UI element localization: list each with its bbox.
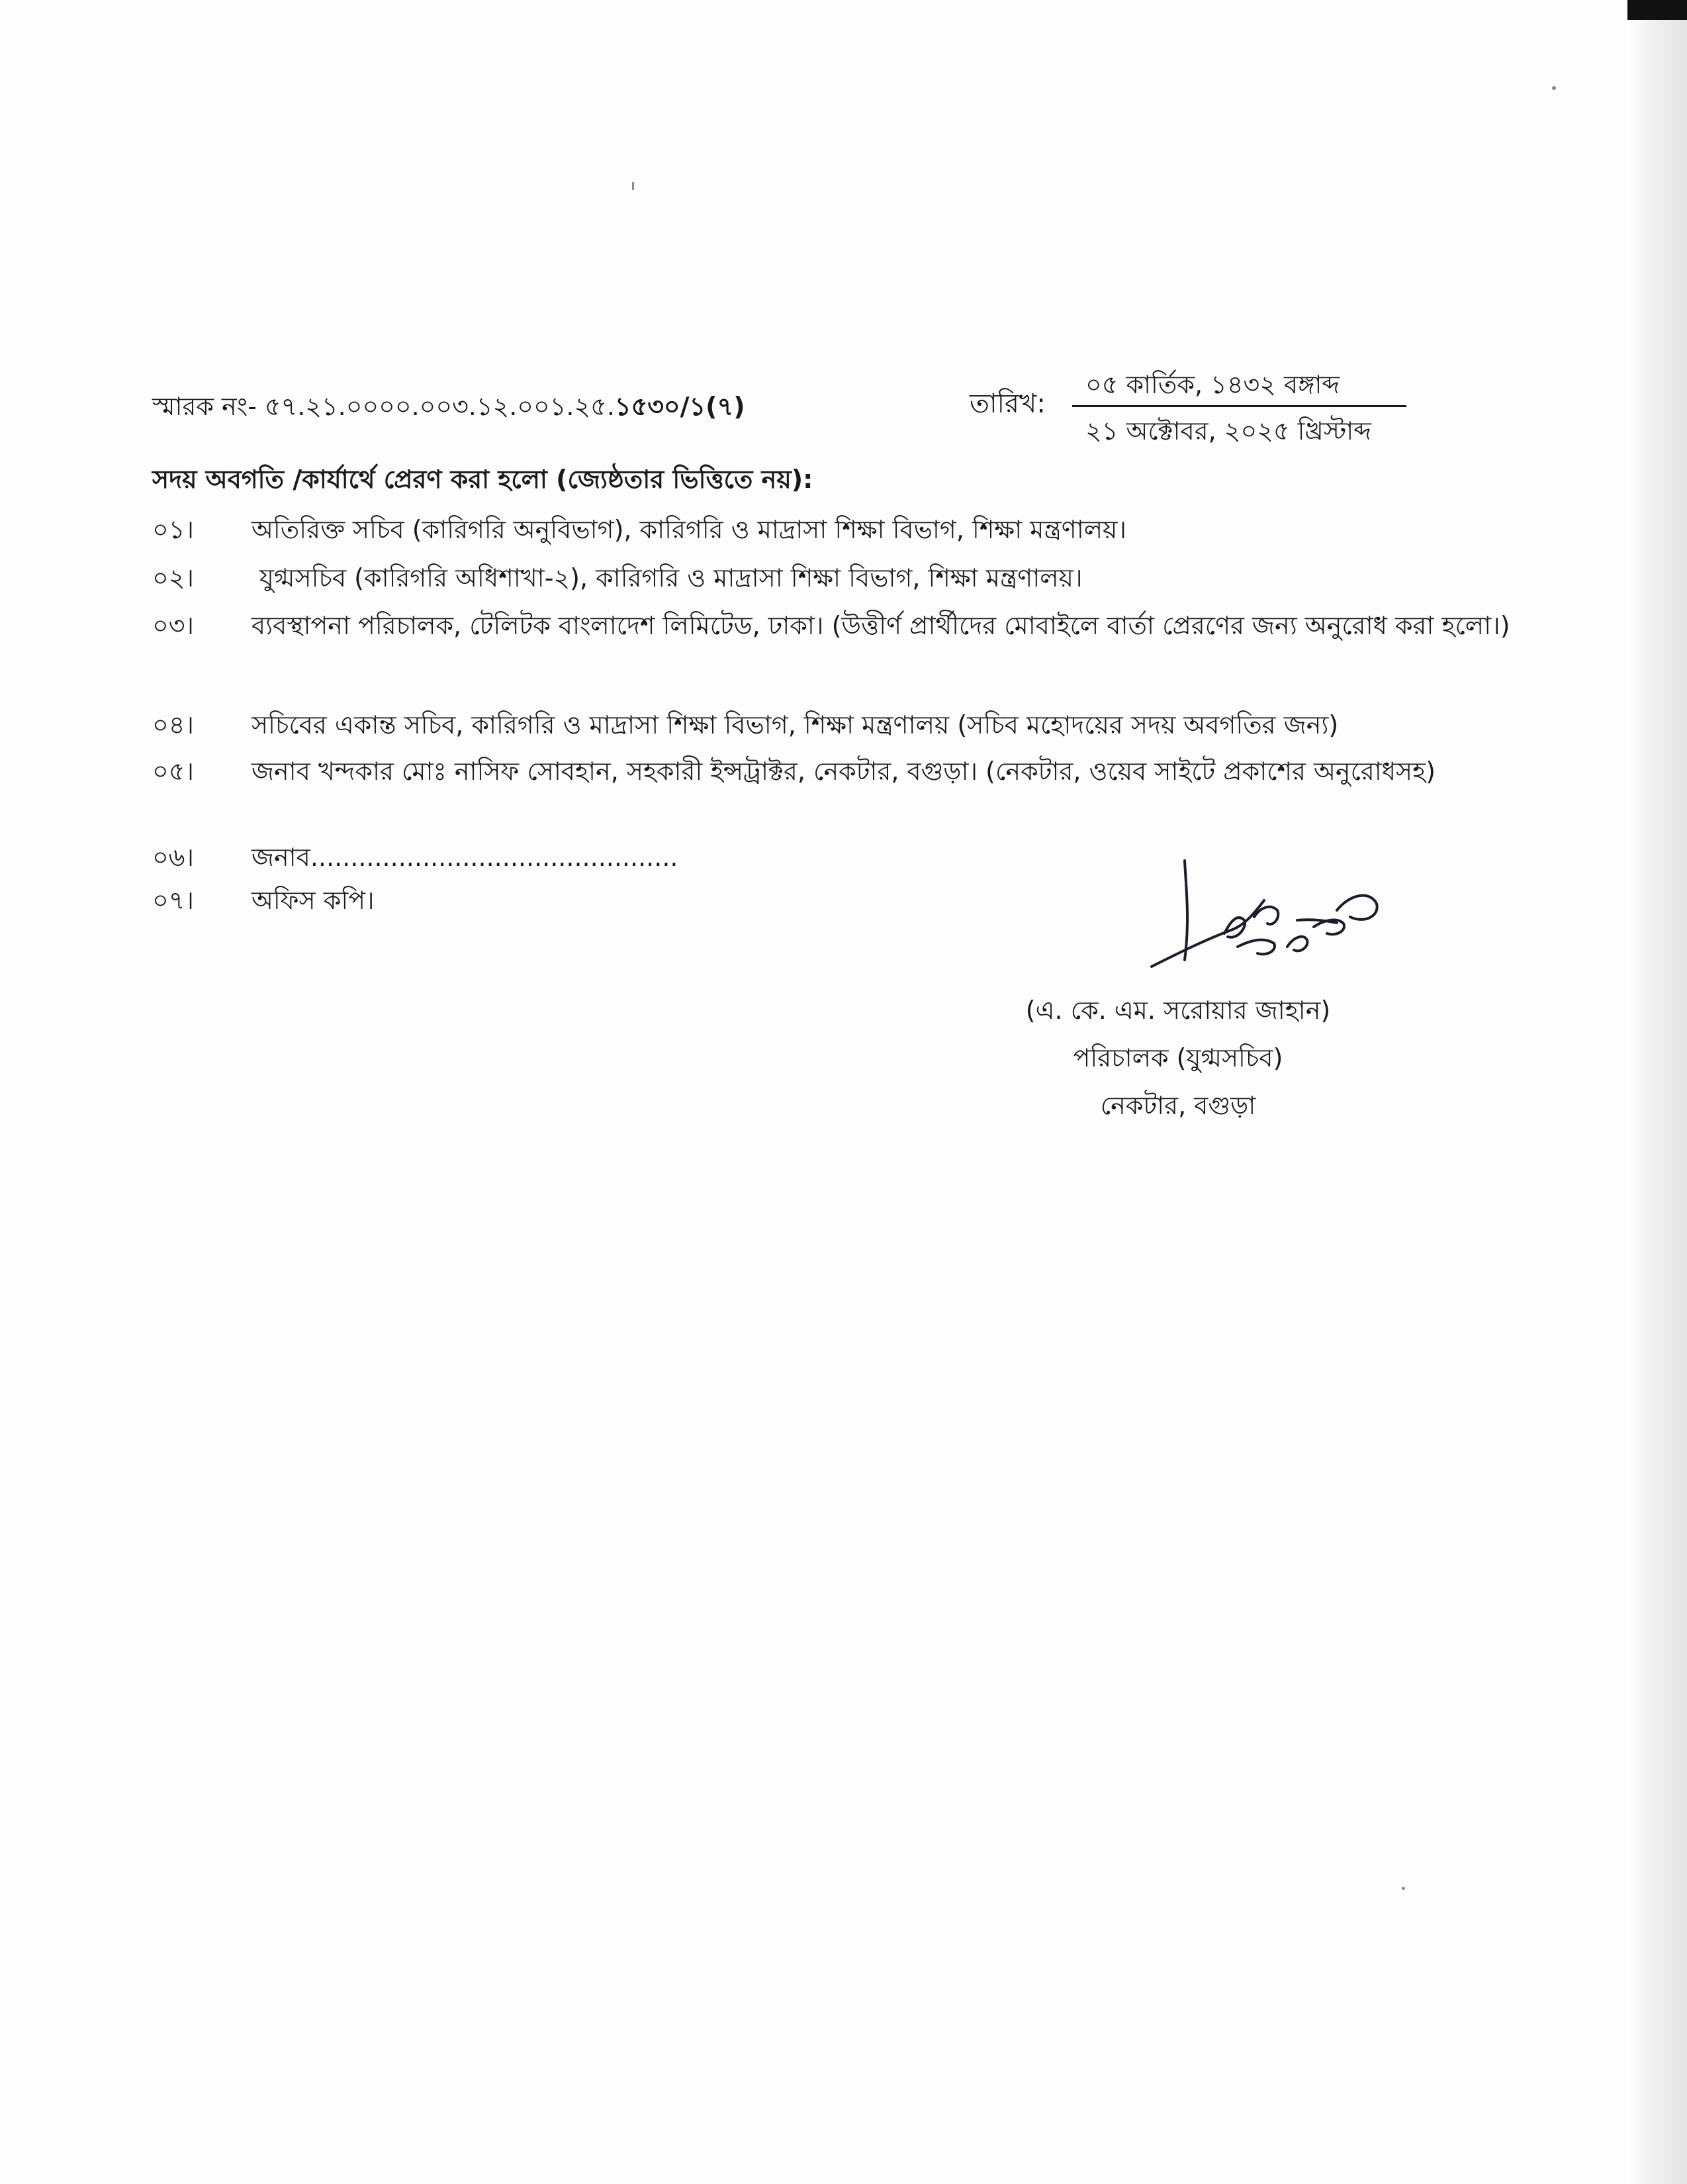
date-bengali: ০৫ কার্তিক, ১৪৩২ বঙ্গাব্দ <box>1085 370 1340 399</box>
date-gregorian: ২১ অক্টোবর, ২০২৫ খ্রিস্টাব্দ <box>1085 416 1371 446</box>
item-number: ০৬। <box>152 843 195 872</box>
handwritten-signature <box>1138 854 1403 986</box>
item-text: ব্যবস্থাপনা পরিচালক, টেলিটক বাংলাদেশ লিমিটেড, ঢাকা। (উত্তীর্ণ প্রার্থীদের মোবাইলে বার্তা প্রেরণের জন্য অনুরোধ করা হলো।) <box>251 611 1510 640</box>
item-number: ০৪। <box>152 710 194 739</box>
item-text: সচিবের একান্ত সচিব, কারিগরি ও মাদ্রাসা শিক্ষা বিভাগ, শিক্ষা মন্ত্রণালয় (সচিব মহোদয়ের সদয় অবগতির জন্য) <box>251 710 1339 739</box>
signatory-designation: পরিচালক (যুগ্মসচিব) <box>1073 1043 1283 1072</box>
memo-number-suffix: ১৫৩০/১(৭) <box>614 392 745 421</box>
item-number: ০৭। <box>152 886 195 915</box>
item-text: অতিরিক্ত সচিব (কারিগরি অনুবিভাগ), কারিগরি ও মাদ্রাসা শিক্ষা বিভাগ, শিক্ষা মন্ত্রণালয়। <box>251 515 1127 544</box>
scan-speck <box>632 182 634 190</box>
item-number: ০২। <box>152 563 195 593</box>
item-text: জনাব খন্দকার মোঃ নাসিফ সোবহান, সহকারী ইন্সট্রাক্টর, নেকটার, বগুড়া। (নেকটার, ওয়েব সাইটে প্রকাশের অনুরোধসহ) <box>251 757 1436 786</box>
item-text: জনাব.............................................. <box>251 843 678 872</box>
item-number: ০৩। <box>152 611 195 640</box>
signature-block <box>993 986 1363 1129</box>
signatory-name: (এ. কে. এম. সরোয়ার জাহান) <box>1025 996 1331 1025</box>
scan-speck <box>1552 86 1556 90</box>
scan-edge-shadow <box>1627 0 1687 2184</box>
item-text: যুগ্মসচিব (কারিগরি অধিশাখা-২), কারিগরি ও মাদ্রাসা শিক্ষা বিভাগ, শিক্ষা মন্ত্রণালয়। <box>259 563 1083 593</box>
date-divider <box>1072 405 1406 407</box>
item-number: ০১। <box>152 515 194 544</box>
distribution-heading: সদয় অবগতি /কার্যার্থে প্রেরণ করা হলো (জ্যেষ্ঠতার ভিত্তিতে নয়): <box>152 465 813 494</box>
date-label: তারিখ: <box>970 389 1046 419</box>
scan-edge-corner <box>1627 0 1687 20</box>
memo-number <box>152 387 745 430</box>
item-text: অফিস কপি। <box>251 886 375 915</box>
scan-speck <box>1402 1887 1405 1890</box>
signatory-office: নেকটার, বগুড়া <box>1100 1091 1256 1120</box>
item-number: ০৫। <box>152 757 194 786</box>
memo-number-prefix: স্মারক নং- ৫৭.২১.০০০০.০০৩.১২.০০১.২৫. <box>152 392 615 421</box>
